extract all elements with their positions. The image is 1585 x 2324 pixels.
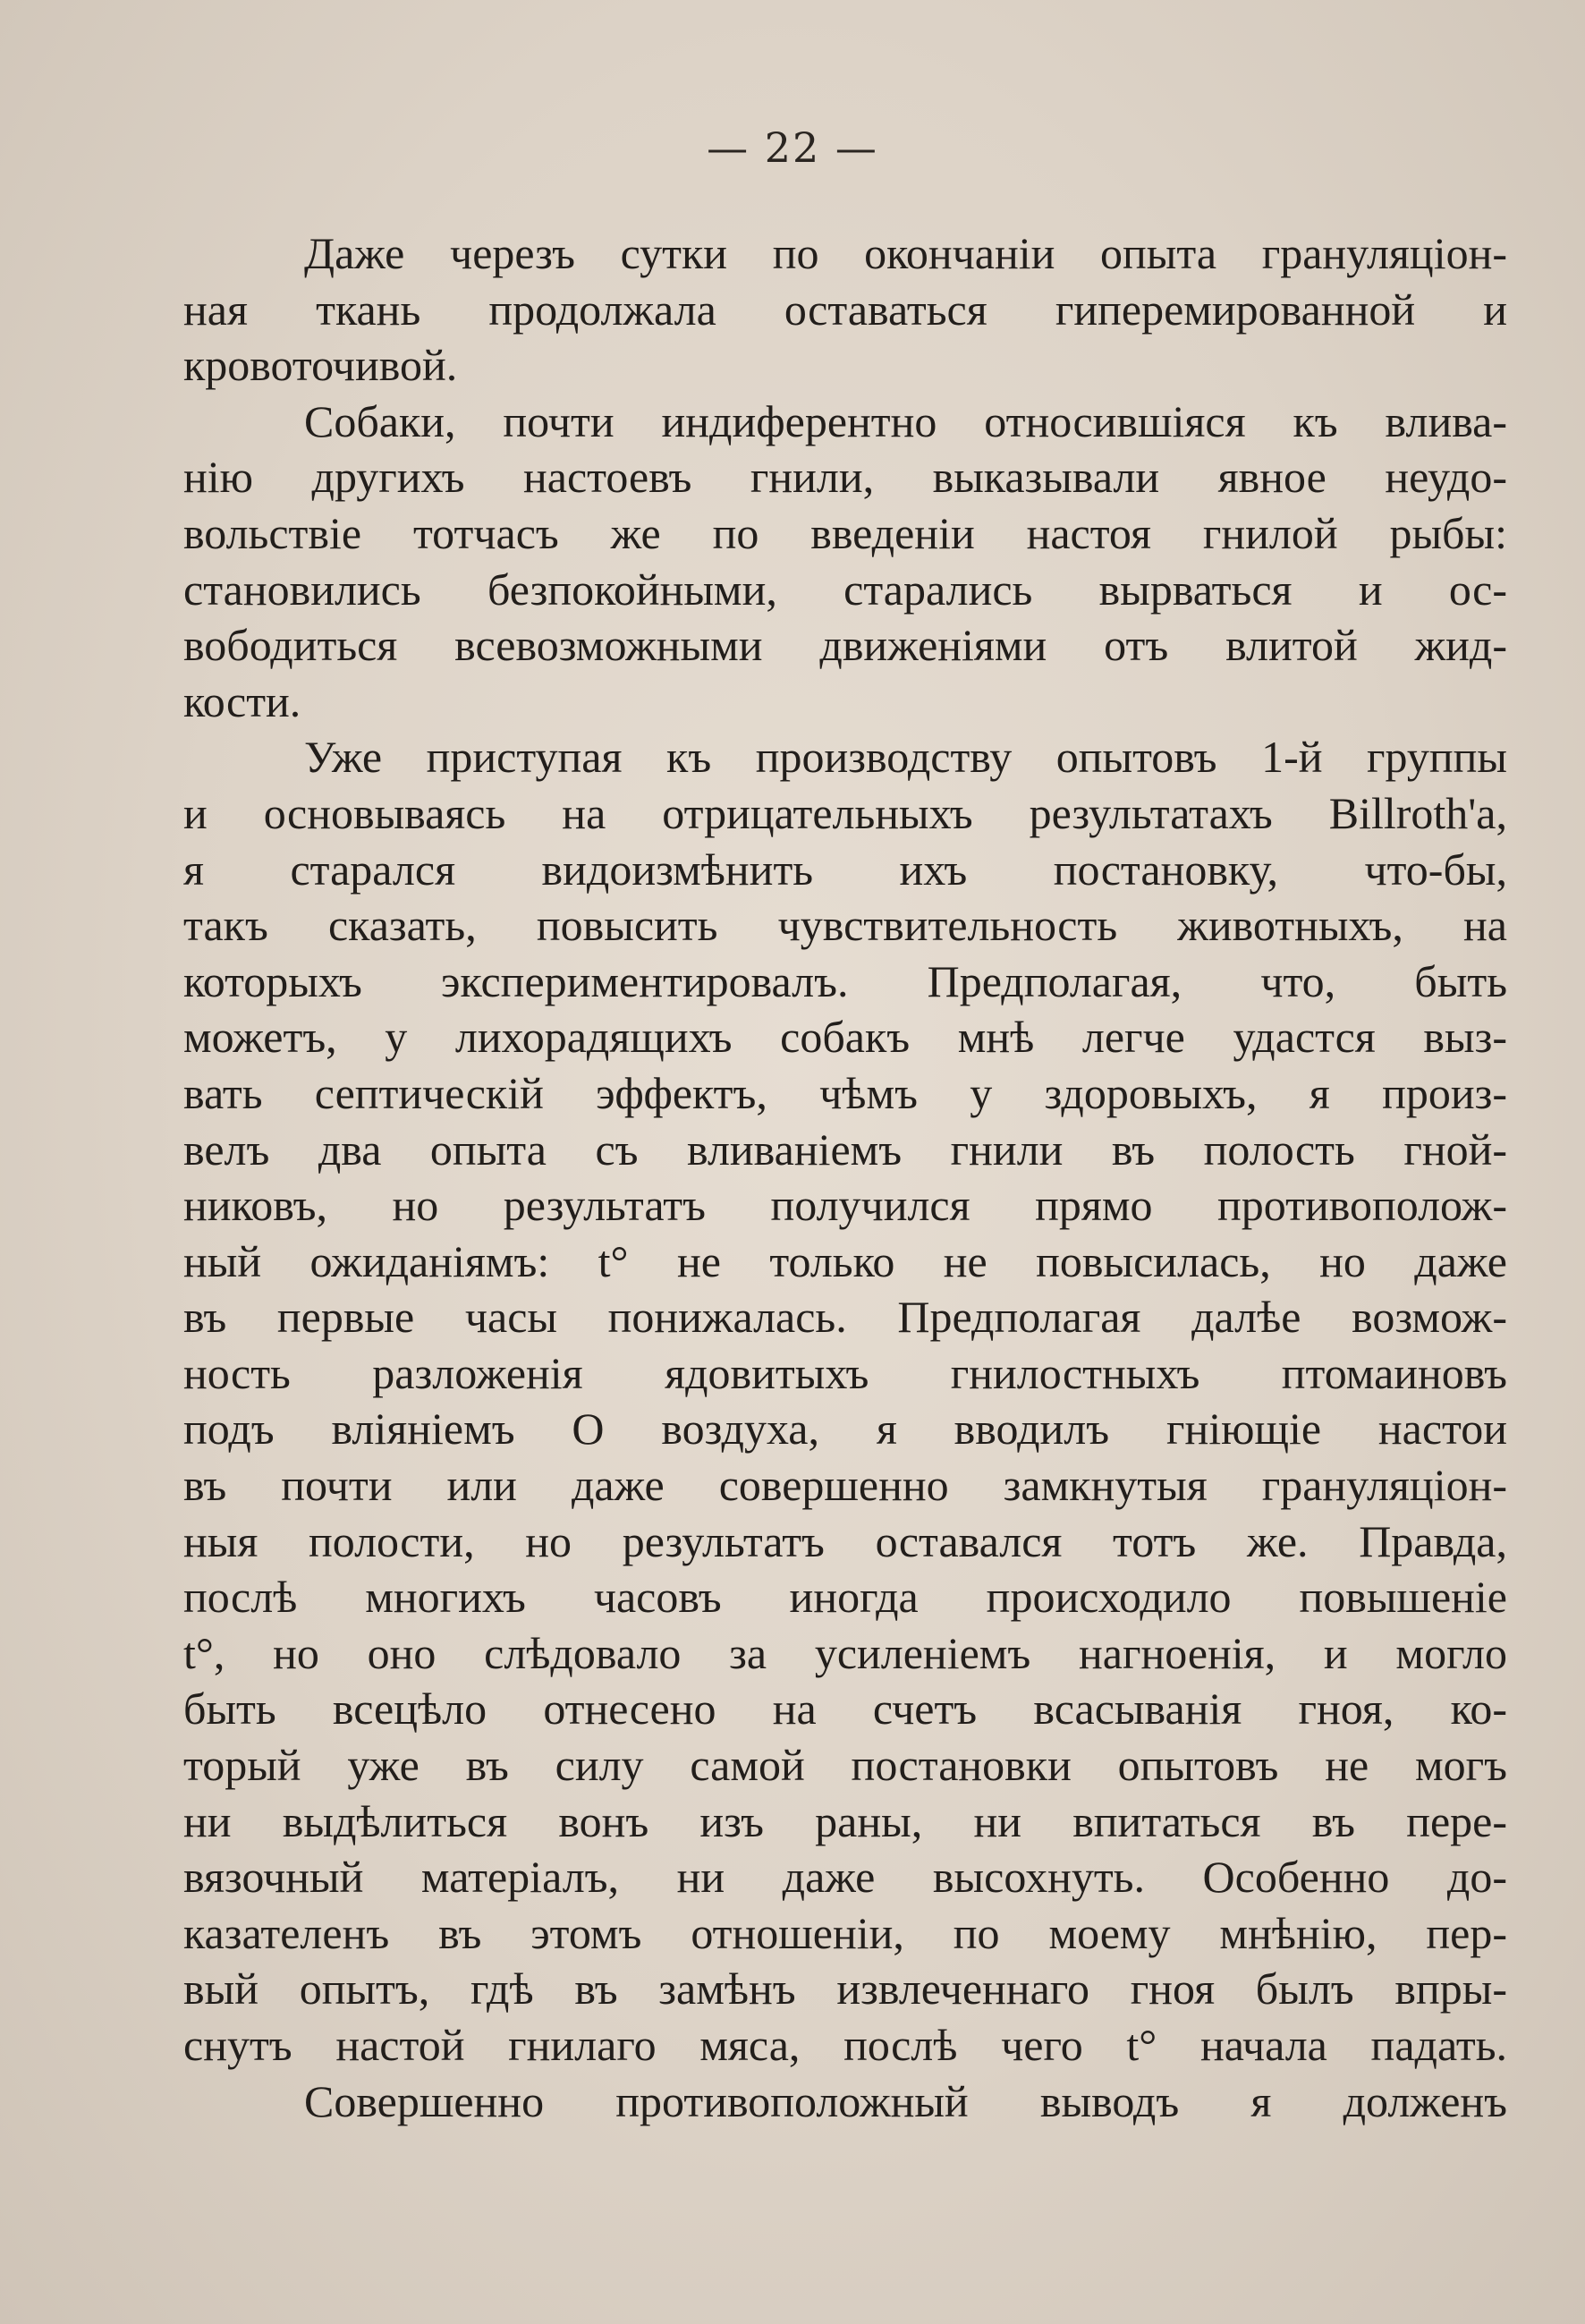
text-line: казателенъ въ этомъ отношеніи, по моему мнѣнію, пер-: [183, 1907, 1507, 1958]
text-line: вать септическій эффектъ, чѣмъ у здоровыхъ, я произ-: [183, 1067, 1507, 1118]
text-line: кости.: [183, 675, 301, 726]
text-line: кровоточивой.: [183, 340, 458, 391]
text-line: Совершенно противоположный выводъ я долженъ: [304, 2075, 1507, 2126]
text-line: въ почти или даже совершенно замкнутыя грануляціон-: [183, 1460, 1507, 1511]
text-line: Даже черезъ сутки по окончаніи опыта грануляціон-: [304, 228, 1507, 278]
text-line: ни выдѣлиться вонъ изъ раны, ни впитаться въ пере-: [183, 1795, 1507, 1846]
text-line: я старался видоизмѣнить ихъ постановку, что-бы,: [183, 844, 1507, 895]
text-line: вязочный матеріалъ, ни даже высохнуть. Особенно до-: [183, 1852, 1507, 1903]
text-line: никовъ, но результатъ получился прямо противополож-: [183, 1180, 1507, 1231]
text-line: вый опытъ, гдѣ въ замѣнъ извлеченнаго гноя былъ впры-: [183, 1964, 1507, 2014]
text-line: становились безпокойными, старались вырваться и ос-: [183, 564, 1507, 615]
text-line: въ первые часы понижалась. Предполагая далѣе возмож-: [183, 1292, 1507, 1343]
text-line: которыхъ экспериментировалъ. Предполагая, что, быть: [183, 955, 1507, 1006]
text-line: ная ткань продолжала оставаться гиперемированной и: [183, 284, 1507, 335]
text-line: вольствіе тотчасъ же по введеніи настоя гнилой рыбы:: [183, 507, 1507, 558]
text-line: Собаки, почти индиферентно относившіяся къ влива-: [304, 395, 1507, 446]
text-line: t°, но оно слѣдовало за усиленіемъ нагноенія, и могло: [183, 1627, 1507, 1678]
text-line: ныя полости, но результатъ оставался тотъ же. Правда,: [183, 1515, 1507, 1566]
text-line: послѣ многихъ часовъ иногда происходило повышеніе: [183, 1572, 1507, 1623]
page-number: — 22 —: [707, 123, 878, 172]
text-line: велъ два опыта съ вливаніемъ гнили въ полость гной-: [183, 1124, 1507, 1175]
text-line: снутъ настой гнилаго мяса, послѣ чего t° начала падать.: [183, 2020, 1507, 2070]
text-line: можетъ, у лихорадящихъ собакъ мнѣ легче удастся выз-: [183, 1012, 1507, 1063]
text-line: торый уже въ силу самой постановки опытовъ не могъ: [183, 1740, 1507, 1791]
text-line: ность разложенія ядовитыхъ гнилостныхъ птомаиновъ: [183, 1347, 1507, 1398]
text-line: ный ожиданіямъ: t° не только не повысилась, но даже: [183, 1235, 1507, 1286]
text-line: вободиться всевозможными движеніями отъ влитой жид-: [183, 620, 1507, 671]
text-line: такъ сказать, повысить чувствительность животныхъ, на: [183, 900, 1507, 951]
text-line: быть всецѣло отнесено на счетъ всасыванія гноя, ко-: [183, 1684, 1507, 1735]
text-line: Уже приступая къ производству опытовъ 1-й группы: [304, 732, 1507, 783]
text-line: и основываясь на отрицательныхъ результатахъ Billroth'a,: [183, 787, 1507, 838]
text-line: подъ вліяніемъ О воздуха, я вводилъ гніющіе настои: [183, 1404, 1507, 1455]
body-text: [183, 225, 1507, 2129]
text-line: нію другихъ настоевъ гнили, выказывали явное неудо-: [183, 452, 1507, 503]
